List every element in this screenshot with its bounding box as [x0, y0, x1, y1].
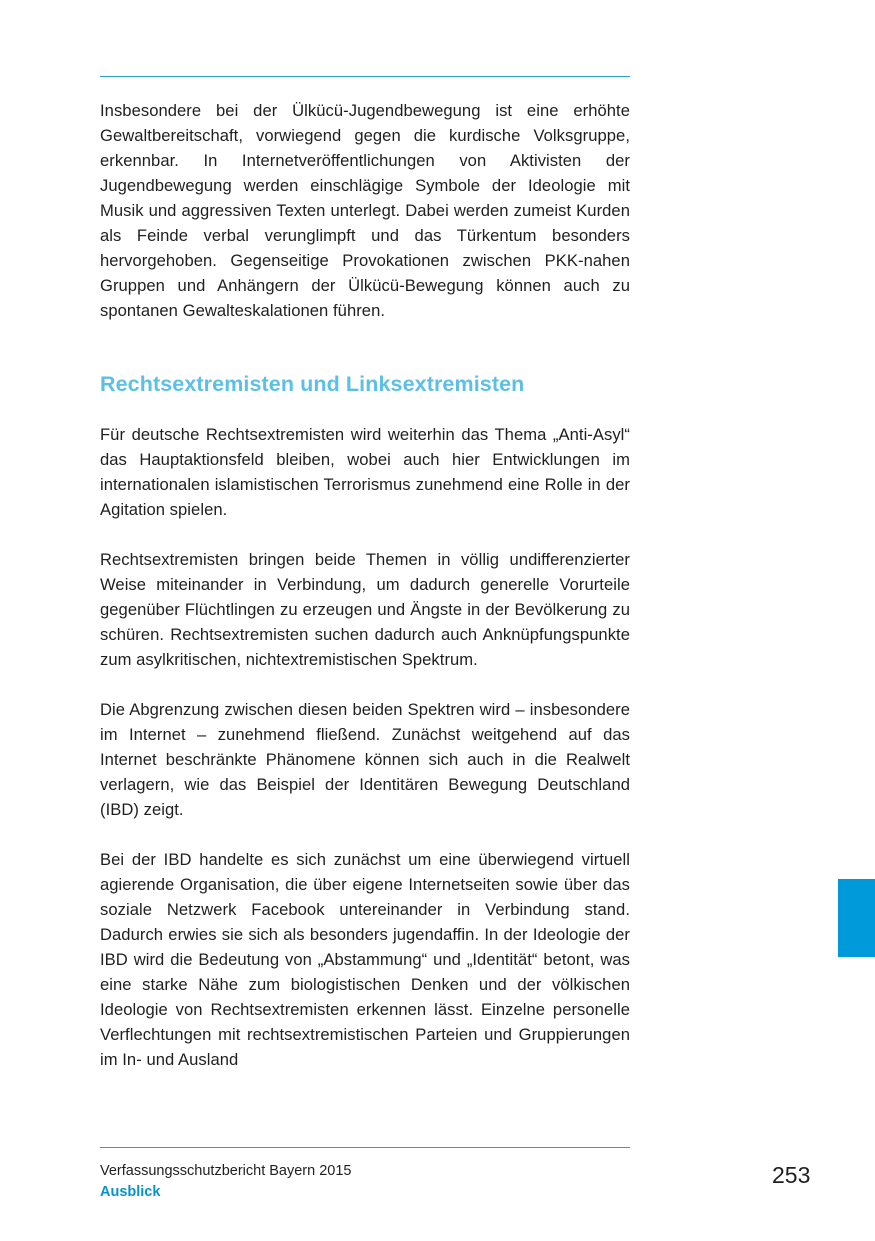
footer-divider [100, 1147, 630, 1148]
footer-section-name: Ausblick [100, 1184, 161, 1200]
top-divider [100, 76, 630, 77]
section-heading: Rechtsextremisten und Linksextremisten [100, 372, 525, 396]
footer-publication-title: Verfassungsschutzbericht Bayern 2015 [100, 1163, 352, 1179]
page-number: 253 [772, 1162, 811, 1188]
paragraph-prejudice: Rechtsextremisten bringen beide Themen in völlig undifferenzierter Weise miteinander in Verbindung, um dadurch generelle Vorurteile gegenüber Flüchtlingen zu erzeugen und Ängste in der Bevölkerung zu schüren. Rechtsextremisten suchen dadurch auch Anknüpfungspunkte zum asylkritischen, nichtextremistischen Spektrum. [100, 550, 630, 669]
paragraph-ulkucu-youth: Insbesondere bei der Ülkücü-Jugendbewegung ist eine erhöhte Gewaltbereitschaft, vorwiegend gegen die kurdische Volksgruppe, erkennbar. In Internetveröffentlichungen von Aktivisten der Jugendbewegung werden einschlägige Symbole der Ideologie mit Musik und aggressiven Texten unterlegt. Dabei werden zumeist Kurden als Feinde verbal verunglimpft und das Türkentum besonders hervorgehoben. Gegenseitige Provokationen zwischen PKK-nahen Gruppen und Anhängern der Ülkücü-Bewegung können auch zu spontanen Gewalteskalationen führen. [100, 101, 630, 320]
chapter-tab-marker [838, 879, 875, 957]
paragraph-ibd: Bei der IBD handelte es sich zunächst um eine überwiegend virtuell agierende Organisation, die über eigene Internetseiten sowie über das soziale Netzwerk Facebook untereinander in Verbindung stand. Dadurch erwies sie sich als besonders jugendaffin. In der Ideologie der IBD wird die Bedeutung von „Abstammung“ und „Identität“ betont, was eine starke Nähe zum biologistischen Denken und der völkischen Ideologie von Rechtsextremisten erkennen lässt. Einzelne personelle Verflechtungen mit rechtsextremistischen Parteien und Gruppierungen im In- und Ausland [100, 850, 630, 1069]
paragraph-internet-boundary: Die Abgrenzung zwischen diesen beiden Spektren wird – insbesondere im Internet – zunehmend fließend. Zunächst weitgehend auf das Internet beschränkte Phänomene können sich auch in die Realwelt verlagern, wie das Beispiel der Identitären Bewegung Deutschland (IBD) zeigt. [100, 700, 630, 819]
main-content [100, 98, 630, 1072]
paragraph-anti-asyl: Für deutsche Rechtsextremisten wird weiterhin das Thema „Anti-Asyl“ das Hauptaktionsfeld bleiben, wobei auch hier Entwicklungen im internationalen islamistischen Terrorismus zunehmend eine Rolle in der Agitation spielen. [100, 425, 630, 519]
